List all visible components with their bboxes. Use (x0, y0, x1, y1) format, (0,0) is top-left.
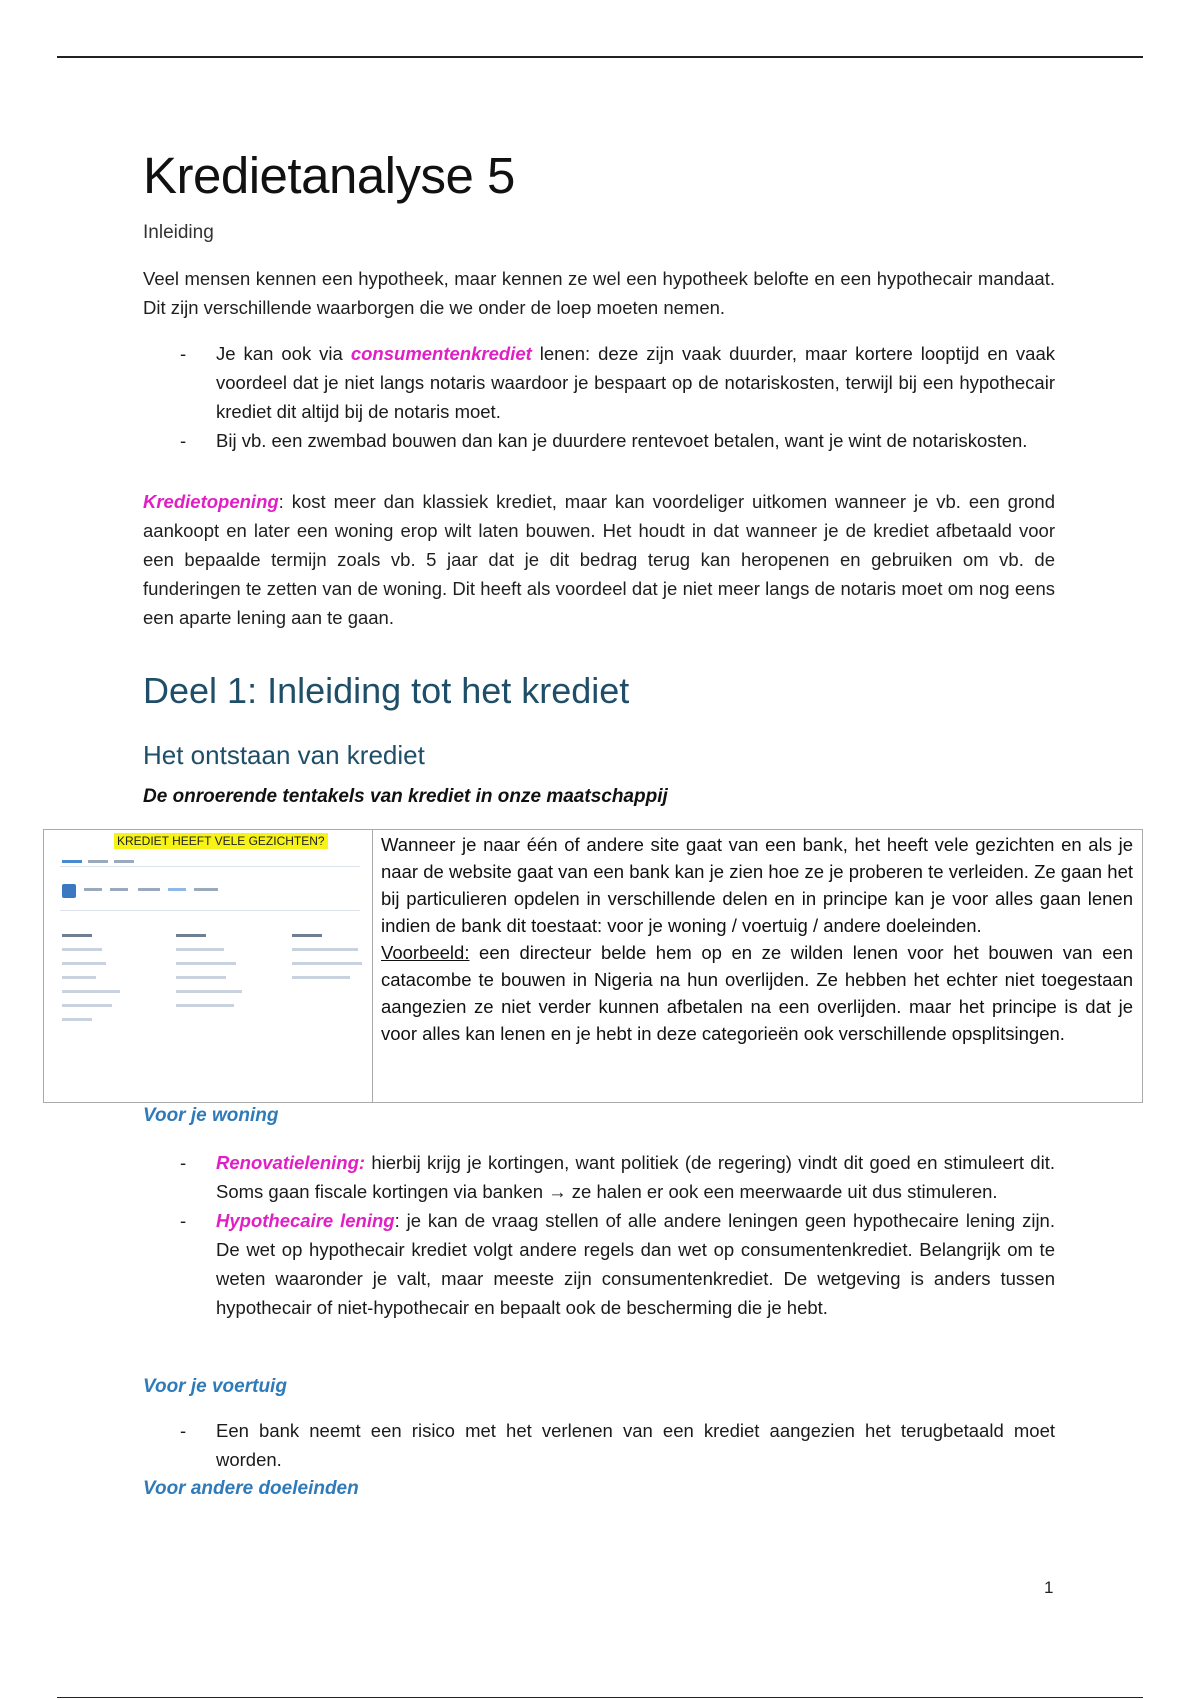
term-highlight: consumentenkrediet (350, 343, 532, 364)
example-label: Voorbeeld: (381, 942, 470, 963)
subsection-heading: Het ontstaan van krediet (143, 740, 425, 770)
term-highlight: Hypothecaire lening (216, 1210, 395, 1231)
header-rule (57, 56, 1143, 58)
thumbnail-caption: KREDIET HEEFT VELE GEZICHTEN? (114, 833, 328, 849)
screenshot-cell (44, 830, 373, 1102)
list-item: - Je kan ook via consumentenkrediet lenen: deze zijn vaak duurder, maar kortere looptijd en vaak voordeel dat je niet langs notaris waardoor je bespaart op de notariskosten, terwijl bij een hypothecair krediet dit altijd bij de notaris moet. (143, 339, 1055, 426)
bank-logo-icon (62, 884, 76, 898)
term-highlight: Renovatielening: (216, 1152, 366, 1173)
page-number: 1 (1044, 1578, 1054, 1597)
section-heading: Deel 1: Inleiding tot het krediet (143, 670, 630, 711)
woning-list (143, 1148, 1055, 1322)
section-woning: Voor je woning (143, 1105, 279, 1126)
section-voertuig: Voor je voertuig (143, 1376, 287, 1397)
kredietopening-paragraph: Kredietopening: kost meer dan klassiek krediet, maar kan voordeliger uitkomen wanneer je vb. een grond aankoopt en later een woning erop wilt laten bouwen. Het houdt in dat wanneer je de krediet afbetaald voor een bepaalde termijn zoals vb. 5 jaar dat je dit bedrag terug kan heropenen en gebruiken om vb. de funderingen te zetten van de woning. Dit heeft als voordeel dat je niet meer langs de notaris moet om nog eens een aparte lening aan te gaan. (143, 491, 1055, 628)
list-item: - Een bank neemt een risico met het verlenen van een krediet aangezien het terugbetaald moet worden. (143, 1416, 1055, 1474)
explanation-cell: Wanneer je naar één of andere site gaat van een bank, het heeft vele gezichten en als je naar de website gaat van een bank kan je zien hoe ze je proberen te verleiden. Ze gaan het bij particulieren opdelen in verschillende delen en in principe kan je voor alles gaan lenen indien de bank dit toestaat: voor je woning / voertuig / andere doeleinden. Voorbeeld: een directeur belde hem op en ze wilden lenen voor het bouwen van een catacombe te bouwen in Nigeria na hun overlijden. Ze hebben het echter niet toegestaan aangezien ze niet verder kunnen afbetalen na een overlijden. maar het principe is dat je voor alles kan lenen en je hebt in deze categorieën ook verschillende opsplitsingen. (381, 834, 1133, 1044)
footer-rule (57, 1697, 1143, 1698)
bank-website-thumbnail (52, 830, 366, 1100)
list-item: - Bij vb. een zwembad bouwen dan kan je duurdere rentevoet betalen, want je wint de notariskosten. (143, 426, 1055, 455)
intro-list (143, 339, 1055, 455)
list-item: - Renovatielening: hierbij krijg je kortingen, want politiek (de regering) vindt dit goed en stimuleert dit. Soms gaan fiscale kortingen via banken → ze halen er ook een meerwaarde uit dus stimuleren. (143, 1148, 1055, 1206)
term-highlight: Kredietopening (143, 491, 279, 512)
intro-paragraph: Veel mensen kennen een hypotheek, maar kennen ze wel een hypotheek belofte en een hypothecair mandaat. Dit zijn verschillende waarborgen die we onder de loep moeten nemen. (143, 268, 1055, 318)
subsubsection-heading: De onroerende tentakels van krediet in onze maatschappij (143, 786, 668, 807)
list-item: - Hypothecaire lening: je kan de vraag stellen of alle andere leningen geen hypothecaire lening zijn. De wet op hypothecair krediet volgt andere regels dan wet op consumentenkrediet. Belangrijk om te weten waaronder je valt, maar meeste zijn consumentenkrediet. De wetgeving is anders tussen hypothecair of niet-hypothecair en bepaalt ook de bescherming die je hebt. (143, 1206, 1055, 1322)
document-subtitle: Inleiding (143, 222, 214, 243)
voertuig-list (143, 1416, 1055, 1474)
info-table (43, 829, 1143, 1103)
document-title: Kredietanalyse 5 (143, 147, 515, 204)
section-andere: Voor andere doeleinden (143, 1478, 359, 1499)
